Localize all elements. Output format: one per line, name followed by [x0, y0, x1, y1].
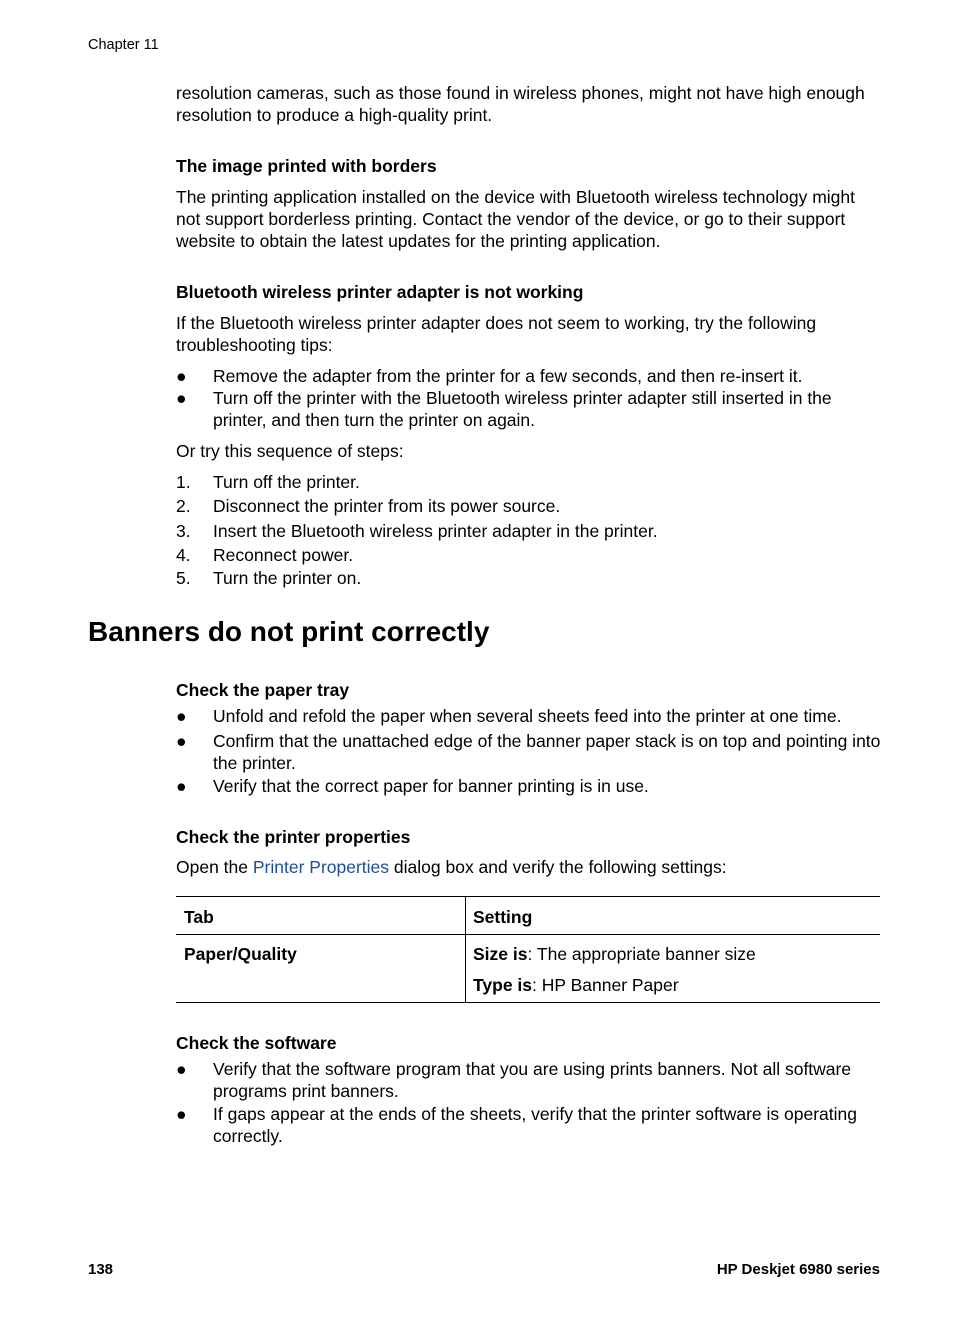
section-heading-borders: The image printed with borders [176, 156, 437, 176]
table-cell-tab: Paper/Quality [184, 944, 297, 964]
bullet-mark: ● [176, 1104, 187, 1124]
section-heading-printer-properties: Check the printer properties [176, 827, 411, 847]
list-item-text: Confirm that the unattached edge of the banner paper stack is on top and pointing into the printer. [213, 731, 881, 773]
text-after-link: dialog box and verify the following settings: [389, 857, 727, 877]
list-item-text: Remove the adapter from the printer for a few seconds, and then re-insert it. [213, 366, 803, 386]
list-item-text: If gaps appear at the ends of the sheets, verify that the printer software is operating correctly. [213, 1104, 857, 1146]
bullet-mark: ● [176, 776, 187, 796]
step-number: 4. [176, 545, 191, 565]
step-text: Turn the printer on. [213, 568, 362, 588]
list-item [176, 387, 882, 431]
step-number: 5. [176, 568, 191, 588]
intro-paragraph: resolution cameras, such as those found in wireless phones, might not have high enough resolution to produce a high-quality print. [176, 83, 865, 125]
step-item [176, 520, 882, 542]
step-text: Reconnect power. [213, 545, 354, 565]
list-item-text: Unfold and refold the paper when several sheets feed into the printer at one time. [213, 706, 842, 726]
bullet-mark: ● [176, 1059, 187, 1079]
table-cell-size [473, 944, 756, 965]
table-top-rule [176, 896, 880, 897]
product-name: HP Deskjet 6980 series [716, 1261, 880, 1278]
section-title-banners: Banners do not print correctly [88, 616, 490, 647]
size-label: Size is [473, 944, 528, 964]
list-item [176, 775, 882, 797]
type-label: Type is [473, 975, 533, 995]
size-value: : The appropriate banner size [527, 944, 756, 964]
section-heading-adapter: Bluetooth wireless printer adapter is not working [176, 282, 584, 302]
step-number: 2. [176, 496, 191, 516]
list-item-text: Turn off the printer with the Bluetooth wireless printer adapter still inserted in the printer, and then turn the printer on again. [213, 388, 832, 430]
step-item [176, 567, 882, 589]
table-bottom-rule [176, 1002, 880, 1003]
step-text: Turn off the printer. [213, 472, 360, 492]
list-item-text: Verify that the software program that you are using prints banners. Not all software programs print banners. [213, 1059, 852, 1101]
bullet-mark: ● [176, 731, 187, 751]
section-heading-paper-tray: Check the paper tray [176, 680, 350, 700]
text-before-link: Open the [176, 857, 253, 877]
table-header-rule [176, 934, 880, 935]
step-number: 1. [176, 472, 191, 492]
table-column-divider [465, 896, 466, 1003]
list-item-text: Verify that the correct paper for banner printing is in use. [213, 776, 649, 796]
list-item [176, 1103, 882, 1147]
adapter-intro: If the Bluetooth wireless printer adapter does not seem to working, try the following troubleshooting tips: [176, 313, 817, 355]
list-item [176, 705, 882, 727]
borders-paragraph: The printing application installed on the device with Bluetooth wireless technology might not support borderless printing. Contact the vendor of the device, or go to their support website to obtain the latest updates for the printing application. [176, 187, 856, 251]
chapter-header: Chapter 11 [88, 37, 159, 53]
printer-properties-link[interactable]: Printer Properties [252, 857, 390, 877]
table-header-tab: Tab [184, 907, 214, 927]
table-cell-type [473, 975, 679, 996]
list-item [176, 1058, 882, 1102]
bullet-mark: ● [176, 706, 187, 726]
type-value: : HP Banner Paper [532, 975, 679, 995]
step-item [176, 495, 882, 517]
table-header-setting: Setting [473, 907, 533, 927]
bullet-mark: ● [176, 366, 187, 386]
section-heading-software: Check the software [176, 1033, 337, 1053]
step-item [176, 544, 882, 566]
step-text: Insert the Bluetooth wireless printer adapter in the printer. [213, 521, 658, 541]
step-item [176, 471, 882, 493]
list-item [176, 730, 882, 774]
step-text: Disconnect the printer from its power source. [213, 496, 561, 516]
page-number: 138 [88, 1261, 114, 1278]
printer-properties-paragraph [176, 856, 882, 878]
list-item [176, 365, 882, 387]
step-number: 3. [176, 521, 191, 541]
sequence-intro: Or try this sequence of steps: [176, 441, 404, 461]
bullet-mark: ● [176, 388, 187, 408]
